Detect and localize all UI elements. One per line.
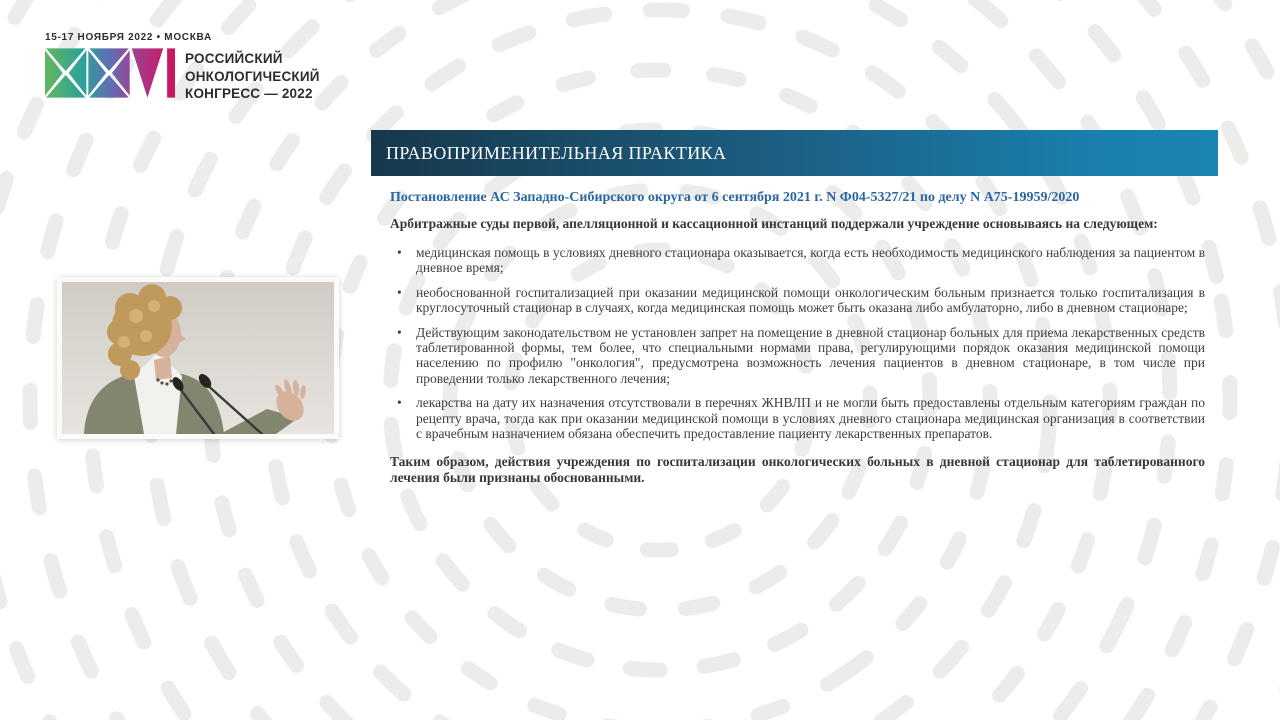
congress-branding (45, 32, 320, 103)
conclusion-paragraph: Таким образом, действия учреждения по госпитализации онкологических больных в дневной стационар для таблетированного лечения были признаны обоснованными. (390, 454, 1205, 485)
congress-name (185, 47, 320, 103)
bullet-list (390, 245, 1205, 441)
list-item (390, 285, 1205, 316)
list-item (390, 395, 1205, 441)
event-date-location: 15-17 НОЯБРЯ 2022 • МОСКВА (45, 32, 212, 43)
congress-name-line2: ОНКОЛОГИЧЕСКИЙ (185, 68, 320, 84)
bullet-text: Действующим законодательством не установлен запрет на помещение в дневной стационар больных для приема лекарственных средств таблетированной формы, тем более, что специальными нормами права, регулирующими порядок оказания медицинской помощи населению по профилю "онкология", предусмотрена возможность лечения пациентов в дневном стационаре, в том числе при проведении только лекарственного лечения; (416, 324, 1205, 386)
bullet-text: лекарства на дату их назначения отсутствовали в перечнях ЖНВЛП и не могли быть предоставлены отдельным категориям граждан по рецепту врача, тогда как при оказании медицинской помощи в условиях дневного стационара медицинская организация в соответствии с врачебным назначением обязана обеспечить предоставление пациенту лекарственных препаратов. (416, 395, 1205, 441)
bullet-text: необоснованной госпитализацией при оказании медицинской помощи онкологическим больным признается только госпитализация в круглосуточный стационар в случаях, когда медицинская помощь может быть оказана либо амбулаторно, либо в дневном стационаре; (416, 284, 1205, 316)
slide-body (390, 216, 1205, 485)
speaker-video-still (62, 282, 334, 434)
list-item (390, 245, 1205, 276)
intro-paragraph: Арбитражные суды первой, апелляционной и кассационной инстанций поддержали учреждение основываясь на следующем: (390, 216, 1158, 231)
slide-title: ПРАВОПРИМЕНИТЕЛЬНАЯ ПРАКТИКА (386, 142, 727, 163)
congress-name-line3: КОНГРЕСС — 2022 (185, 86, 313, 101)
bullet-text: медицинская помощь в условиях дневного стационара оказывается, когда есть необходимость медицинского наблюдения за пациентом в дневное время; (416, 244, 1205, 276)
slide-title-bar (371, 130, 1218, 176)
list-item (390, 325, 1205, 387)
case-reference: Постановление АС Западно-Сибирского округа от 6 сентября 2021 г. N Ф04-5327/21 по делу N А75-19959/2020 (390, 190, 1080, 205)
slide-content (371, 130, 1218, 499)
congress-name-line1: РОССИЙСКИЙ (185, 51, 283, 66)
congress-xxvi-logo-icon (45, 47, 175, 99)
speaker-video-frame[interactable] (57, 277, 339, 439)
